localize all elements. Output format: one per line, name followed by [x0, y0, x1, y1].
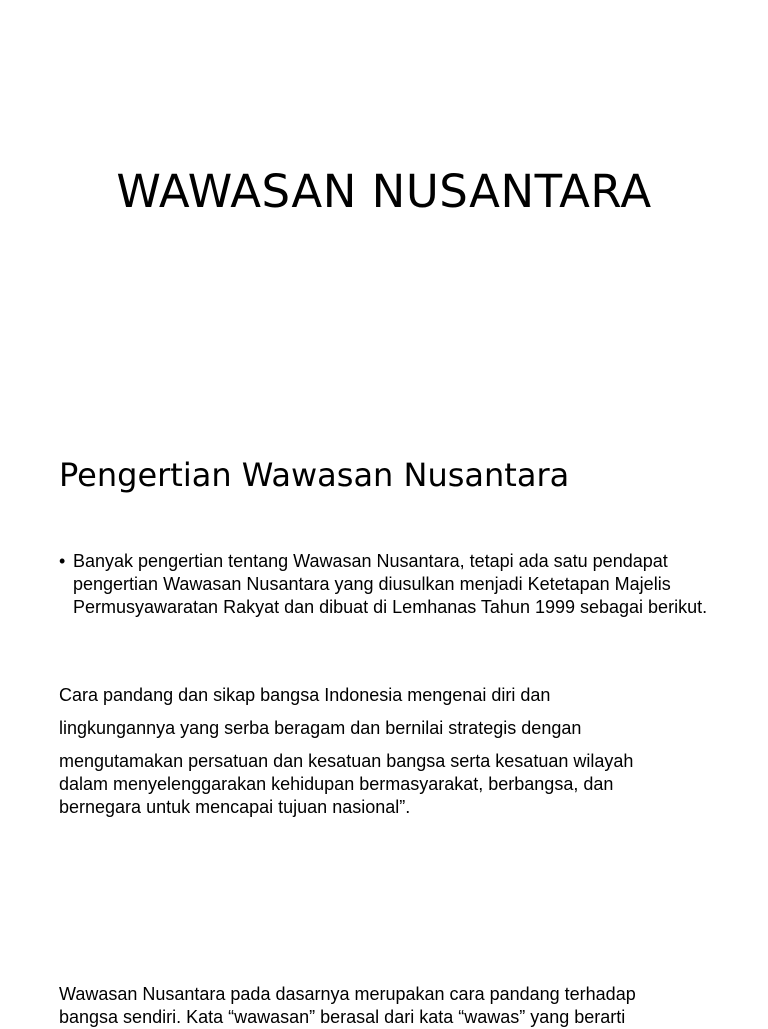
bullet-text: Banyak pengertian tentang Wawasan Nusantara, tetapi ada satu pendapat pengertian Wawasan Nusantara yang diusulkan menjadi Ketetapan Majelis Permusyawaratan Rakyat dan dibuat di Lemhanas Tahun 1999 sebagai berikut.	[73, 551, 708, 617]
trailing-line: bangsa sendiri. Kata “wawasan” berasal dari kata “wawas” yang berarti	[59, 1007, 626, 1027]
bullet-dot-icon: •	[59, 551, 66, 571]
paragraph-line: dalam menyelenggarakan kehidupan bermasyarakat, berbangsa, dan	[59, 774, 614, 794]
paragraph-line: mengutamakan persatuan dan kesatuan bangsa serta kesatuan wilayah	[59, 751, 634, 771]
paragraph-line: lingkungannya yang serba beragam dan bernilai strategis dengan	[59, 718, 582, 738]
slide-heading: Pengertian Wawasan Nusantara	[59, 456, 570, 494]
definition-paragraph	[59, 684, 719, 819]
bullet-item	[59, 550, 719, 619]
trailing-paragraph	[59, 983, 759, 1029]
trailing-line: Wawasan Nusantara pada dasarnya merupakan cara pandang terhadap	[59, 984, 636, 1004]
slide-title	[0, 0, 768, 432]
slide-title-text: WAWASAN NUSANTARA	[116, 165, 652, 218]
bullet-list	[59, 550, 719, 619]
paragraph-line: Cara pandang dan sikap bangsa Indonesia mengenai diri dan	[59, 685, 551, 705]
slide-content	[0, 432, 768, 1027]
paragraph-line: bernegara untuk mencapai tujuan nasional”.	[59, 797, 411, 817]
